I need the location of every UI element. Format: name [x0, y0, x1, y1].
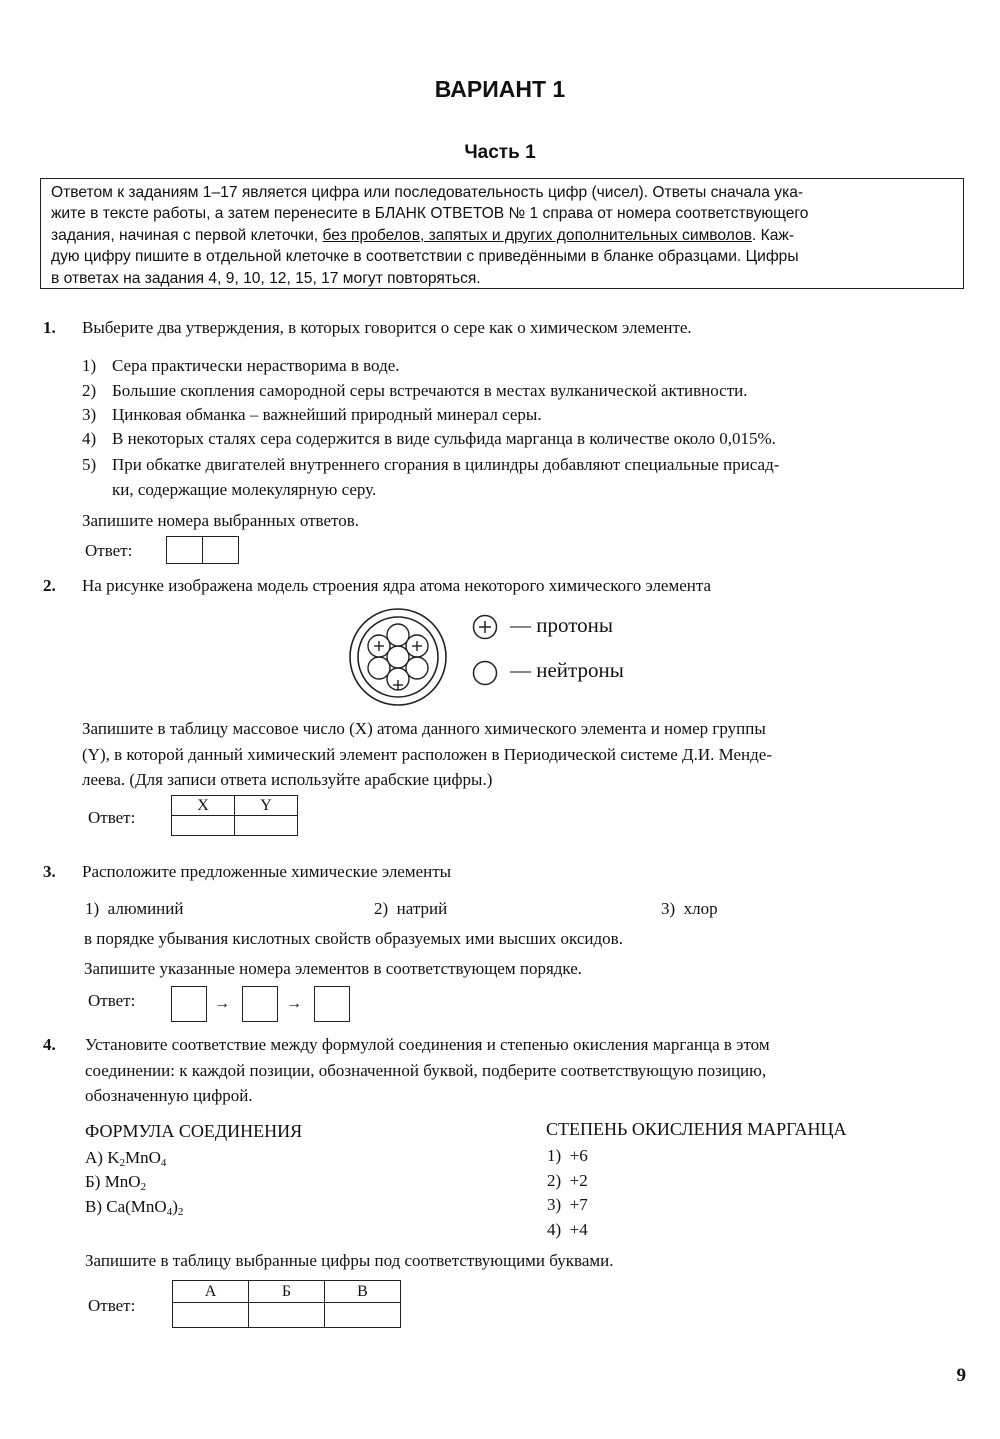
paragraph-line: соединении: к каждой позиции, обозначенной буквой, подберите соответствующую позицию, [85, 1060, 767, 1080]
option-number: 3) [82, 405, 97, 424]
q2-answer-table [171, 795, 298, 836]
oxidation-state-3 [547, 1195, 588, 1215]
answer-cell-a[interactable] [173, 1303, 249, 1328]
page-number: 9 [956, 1365, 966, 1386]
oxidation-state-1 [547, 1146, 588, 1166]
state-value: +7 [569, 1195, 588, 1214]
formula-part: Ca(MnO [106, 1197, 167, 1216]
formula-subscript: 2 [140, 1181, 147, 1193]
proton-legend-icon [472, 614, 498, 640]
instructions-text: . Каж- [751, 226, 795, 244]
neutron-particle [368, 657, 390, 679]
formula-b [85, 1172, 146, 1193]
neutron-particle [387, 624, 409, 646]
q3-number: 3. [43, 862, 56, 881]
option-number: 4) [82, 429, 97, 448]
paragraph-line: Установите соответствие между формулой соединения и степенью окисления марганца в этом [85, 1035, 770, 1054]
instructions-box [40, 178, 964, 289]
q1-number: 1. [43, 318, 56, 337]
formula-subscript: 2 [119, 1157, 125, 1169]
formula-part: MnO [104, 1172, 141, 1191]
formula-header: ФОРМУЛА СОЕДИНЕНИЯ [85, 1121, 303, 1141]
state-number: 1) [547, 1146, 562, 1165]
option-text: Цинковая обманка – важнейший природный минерал серы. [112, 405, 542, 424]
instructions-line [51, 225, 955, 246]
formula-subscript: 2 [177, 1206, 184, 1218]
neutron-particle [406, 657, 428, 679]
q4-paragraph [85, 1032, 965, 1109]
q3-instruction-2: Запишите указанные номера элементов в соответствующем порядке. [84, 959, 583, 978]
arrow-icon: → [286, 995, 302, 1012]
neutron-particle [387, 646, 409, 668]
formula-letter: Б) [85, 1172, 101, 1191]
paragraph-line: (Y), в которой данный химический элемент расположен в Периодической системе Д.И. Менде- [82, 744, 773, 764]
q1-answer-label: Ответ: [85, 541, 133, 560]
arrow-icon: → [214, 995, 230, 1012]
q4-answer-table [172, 1280, 401, 1328]
q3-element-2 [374, 899, 447, 919]
q1-instruction: Запишите номера выбранных ответов. [82, 511, 359, 530]
neutron-legend-icon [472, 660, 498, 686]
oxidation-state-2 [547, 1171, 588, 1191]
part-title: Часть 1 [464, 142, 536, 163]
element-number: 2) [374, 899, 389, 918]
element-name: натрий [396, 899, 448, 918]
answer-cell-x[interactable] [172, 816, 235, 836]
element-name: алюминий [107, 899, 184, 918]
state-value: +2 [569, 1171, 588, 1190]
element-name: хлор [683, 899, 718, 918]
formula-a [85, 1148, 166, 1169]
formula-letter: А) [85, 1148, 103, 1167]
variant-title: ВАРИАНТ 1 [434, 76, 566, 102]
state-value: +6 [569, 1146, 588, 1165]
legend-protons-label: — протоны [510, 613, 613, 637]
formula-c [85, 1197, 183, 1218]
table-header-y: Y [235, 796, 298, 816]
q3-element-3 [661, 899, 718, 919]
instructions-text: задания, начиная с первой клеточки, [51, 226, 323, 244]
q4-answer-label: Ответ: [88, 1296, 136, 1315]
table-header-b: Б [249, 1281, 325, 1303]
answer-cell-y[interactable] [235, 816, 298, 836]
q3-answer-cell[interactable] [314, 986, 350, 1022]
paragraph-line: Запишите в таблицу массовое число (X) атома данного химического элемента и номер группы [82, 719, 766, 738]
instructions-underlined: без пробелов, запятых и других дополнительных символов [322, 226, 752, 244]
q2-paragraph [82, 716, 962, 793]
q4-number: 4. [43, 1035, 56, 1054]
q2-answer-label: Ответ: [88, 808, 136, 827]
table-header-a: А [173, 1281, 249, 1303]
option-text: Сера практически нерастворима в воде. [112, 356, 400, 375]
element-number: 1) [85, 899, 100, 918]
formula-part: ) [172, 1197, 178, 1216]
q3-answer-label: Ответ: [88, 991, 136, 1010]
formula-letter: В) [85, 1197, 102, 1216]
nucleus-diagram [346, 605, 450, 709]
option-text: При обкатке двигателей внутреннего сгорания в цилиндры добавляют специальные присад- [112, 455, 780, 474]
formula-part: K [107, 1148, 120, 1167]
paragraph-line: обозначенную цифрой. [85, 1086, 253, 1105]
formula-part: MnO [124, 1148, 161, 1167]
formula-subscript: 4 [166, 1206, 173, 1218]
state-number: 3) [547, 1195, 562, 1214]
q3-text: Расположите предложенные химические элементы [82, 862, 452, 881]
option-number: 1) [82, 356, 97, 375]
instructions-line: в ответах на задания 4, 9, 10, 12, 15, 17 могут повторяться. [51, 269, 481, 287]
formula-subscript: 4 [160, 1157, 167, 1169]
state-value: +4 [569, 1220, 588, 1239]
table-header-x: X [172, 796, 235, 816]
q3-answer-cell[interactable] [242, 986, 278, 1022]
q1-answer-cell[interactable] [202, 536, 239, 564]
oxidation-header: СТЕПЕНЬ ОКИСЛЕНИЯ МАРГАНЦА [546, 1119, 847, 1139]
instructions-line: жите в тексте работы, а затем перенесите в БЛАНК ОТВЕТОВ № 1 справа от номера соответствующего [51, 205, 809, 223]
option-number: 2) [82, 381, 97, 400]
instructions-line: дую цифру пишите в отдельной клеточке в соответствии с приведёнными в бланке образцами. Цифры [51, 248, 799, 266]
q2-text: На рисунке изображена модель строения ядра атома некоторого химического элемента [82, 576, 712, 595]
option-text: Большие скопления самородной серы встречаются в местах вулканической активности. [112, 381, 748, 400]
legend-neutrons-label: — нейтроны [510, 658, 624, 682]
option-text: В некоторых сталях сера содержится в виде сульфида марганца в количестве около 0,015%. [112, 429, 776, 448]
q1-answer-cell[interactable] [166, 536, 203, 564]
state-number: 4) [547, 1220, 562, 1239]
option-number: 5) [82, 455, 97, 474]
instructions-line: Ответом к заданиям 1–17 является цифра или последовательность цифр (чисел). Ответы сначала ука- [51, 184, 804, 201]
paragraph-line: леева. (Для записи ответа используйте арабские цифры.) [82, 770, 493, 789]
answer-cell-b[interactable] [249, 1303, 325, 1328]
oxidation-state-4 [547, 1220, 588, 1240]
q3-answer-cell[interactable] [171, 986, 207, 1022]
q4-instruction: Запишите в таблицу выбранные цифры под соответствующими буквами. [85, 1251, 614, 1270]
state-number: 2) [547, 1171, 562, 1190]
element-number: 3) [661, 899, 676, 918]
answer-cell-c[interactable] [325, 1303, 401, 1328]
q1-text: Выберите два утверждения, в которых говорится о сере как о химическом элементе. [82, 318, 692, 337]
table-header-c: В [325, 1281, 401, 1303]
q3-element-1 [85, 899, 183, 919]
option-text: ки, содержащие молекулярную серу. [112, 480, 377, 499]
q3-instruction-1: в порядке убывания кислотных свойств образуемых ими высших оксидов. [84, 929, 623, 948]
q2-number: 2. [43, 576, 56, 595]
